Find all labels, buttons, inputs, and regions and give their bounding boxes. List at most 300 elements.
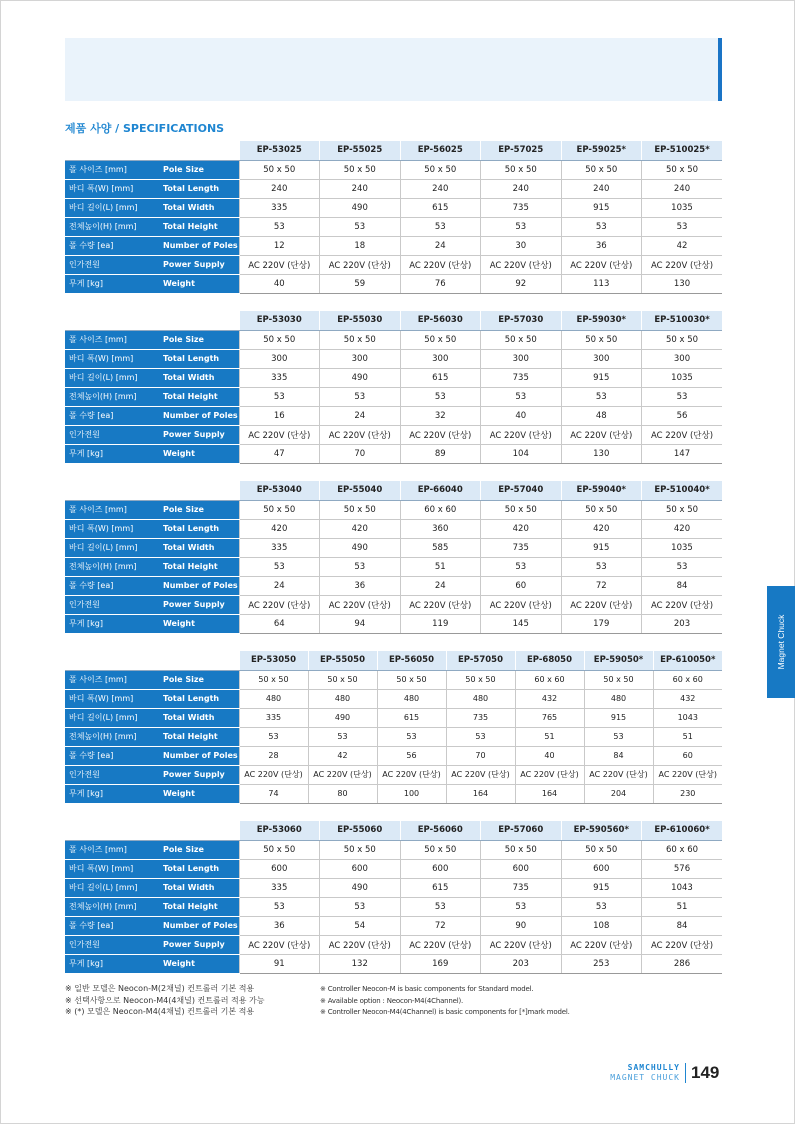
- spec-cell: 335: [239, 198, 320, 217]
- spec-cell: 53: [320, 897, 401, 916]
- row-label-korean: 바디 폭(W) [mm]: [65, 859, 161, 878]
- spec-cell: 615: [400, 368, 481, 387]
- row-label-english: Total Height: [161, 727, 239, 746]
- model-header: EP-68050: [515, 651, 584, 670]
- spec-cell: AC 220V (단상): [481, 935, 562, 954]
- table-row: [65, 576, 722, 595]
- row-label-english: Weight: [161, 274, 239, 293]
- table-row: [65, 406, 722, 425]
- row-label-english: Weight: [161, 444, 239, 463]
- spec-cell: AC 220V (단상): [561, 935, 642, 954]
- row-label-korean: 인가전원: [65, 595, 161, 614]
- spec-cell: 600: [561, 859, 642, 878]
- spec-cell: 432: [515, 689, 584, 708]
- spec-cell: 50 x 50: [561, 500, 642, 519]
- spec-table-5: [65, 821, 722, 974]
- header-banner: [65, 38, 722, 101]
- row-label-english: Total Length: [161, 519, 239, 538]
- spec-cell: AC 220V (단상): [515, 765, 584, 784]
- spec-cell: 50 x 50: [481, 330, 562, 349]
- row-label-korean: 전체높이(H) [mm]: [65, 557, 161, 576]
- spec-cell: 89: [400, 444, 481, 463]
- spec-cell: 50 x 50: [400, 330, 481, 349]
- spec-cell: AC 220V (단상): [239, 425, 320, 444]
- spec-cell: 32: [400, 406, 481, 425]
- spec-table-3: [65, 481, 722, 634]
- table-row: [65, 557, 722, 576]
- row-label-korean: 바디 길이(L) [mm]: [65, 878, 161, 897]
- row-label-english: Power Supply: [161, 425, 239, 444]
- spec-cell: 169: [400, 954, 481, 973]
- spec-cell: 84: [584, 746, 653, 765]
- spec-cell: 48: [561, 406, 642, 425]
- header-blank-cell: [65, 311, 239, 330]
- row-label-korean: 바디 길이(L) [mm]: [65, 538, 161, 557]
- row-label-english: Power Supply: [161, 765, 239, 784]
- spec-cell: 735: [481, 878, 562, 897]
- row-label-korean: 폴 사이즈 [mm]: [65, 330, 161, 349]
- spec-cell: 286: [642, 954, 723, 973]
- row-label-english: Total Height: [161, 387, 239, 406]
- table-row: [65, 670, 722, 689]
- model-header: EP-59030*: [561, 311, 642, 330]
- section-title: 제품 사양 / SPECIFICATIONS: [65, 122, 225, 135]
- spec-cell: 54: [320, 916, 401, 935]
- table-row: [65, 538, 722, 557]
- spec-cell: 735: [481, 368, 562, 387]
- spec-cell: 24: [320, 406, 401, 425]
- table-row: [65, 198, 722, 217]
- row-label-korean: 폴 사이즈 [mm]: [65, 500, 161, 519]
- header-blank-cell: [65, 141, 239, 160]
- row-label-english: Total Height: [161, 897, 239, 916]
- table-row: [65, 765, 722, 784]
- spec-cell: 113: [561, 274, 642, 293]
- table-row: [65, 689, 722, 708]
- spec-cell: 420: [642, 519, 723, 538]
- row-label-korean: 폴 수량 [ea]: [65, 746, 161, 765]
- spec-cell: 53: [239, 217, 320, 236]
- spec-cell: 1035: [642, 198, 723, 217]
- spec-cell: AC 220V (단상): [561, 255, 642, 274]
- spec-cell: 24: [400, 236, 481, 255]
- spec-cell: 360: [400, 519, 481, 538]
- spec-cell: 80: [308, 784, 377, 803]
- header-blank-cell: [65, 481, 239, 500]
- spec-cell: 600: [239, 859, 320, 878]
- row-label-english: Pole Size: [161, 840, 239, 859]
- spec-cell: 735: [481, 538, 562, 557]
- row-label-korean: 폴 수량 [ea]: [65, 576, 161, 595]
- spec-cell: 50 x 50: [239, 160, 320, 179]
- spec-cell: 600: [400, 859, 481, 878]
- spec-cell: 40: [515, 746, 584, 765]
- spec-cell: 40: [239, 274, 320, 293]
- spec-table-4: [65, 651, 722, 804]
- spec-cell: 53: [481, 897, 562, 916]
- table-row: [65, 368, 722, 387]
- table-row: [65, 236, 722, 255]
- note-ko-1: ※ 일반 모델은 Neocon-M(2채널) 컨트롤러 기본 적용: [65, 984, 255, 993]
- spec-cell: 240: [642, 179, 723, 198]
- model-header: EP-59040*: [561, 481, 642, 500]
- spec-cell: 51: [515, 727, 584, 746]
- spec-cell: 335: [239, 708, 308, 727]
- spec-cell: 53: [561, 387, 642, 406]
- row-label-english: Weight: [161, 784, 239, 803]
- model-header: EP-56030: [400, 311, 481, 330]
- row-label-english: Pole Size: [161, 670, 239, 689]
- spec-table-2: [65, 311, 722, 464]
- row-label-korean: 인가전원: [65, 765, 161, 784]
- spec-cell: 92: [481, 274, 562, 293]
- table-row: [65, 614, 722, 633]
- brand-line-2: MAGNET CHUCK: [610, 1072, 680, 1082]
- model-header: EP-590560*: [561, 821, 642, 840]
- spec-cell: AC 220V (단상): [481, 255, 562, 274]
- row-label-english: Total Length: [161, 689, 239, 708]
- spec-cell: 50 x 50: [481, 160, 562, 179]
- spec-cell: 51: [653, 727, 722, 746]
- spec-cell: 53: [561, 557, 642, 576]
- note-en-3: ※ Controller Neocon-M4(4Channel) is basic components for [*]mark model.: [320, 1008, 570, 1016]
- model-header: EP-57030: [481, 311, 562, 330]
- spec-cell: 204: [584, 784, 653, 803]
- spec-cell: 230: [653, 784, 722, 803]
- table-row: [65, 274, 722, 293]
- model-header: EP-510040*: [642, 481, 723, 500]
- spec-cell: 179: [561, 614, 642, 633]
- spec-cell: 119: [400, 614, 481, 633]
- notes-korean: [65, 983, 264, 1018]
- spec-cell: 42: [642, 236, 723, 255]
- spec-cell: AC 220V (단상): [400, 425, 481, 444]
- spec-cell: 130: [561, 444, 642, 463]
- model-header: EP-55050: [308, 651, 377, 670]
- side-tab-magnet-chuck[interactable]: [767, 586, 795, 698]
- spec-cell: 60 x 60: [515, 670, 584, 689]
- model-header: EP-53060: [239, 821, 320, 840]
- row-label-korean: 인가전원: [65, 255, 161, 274]
- spec-cell: 36: [561, 236, 642, 255]
- row-label-english: Number of Poles: [161, 406, 239, 425]
- spec-cell: 300: [320, 349, 401, 368]
- spec-cell: 53: [400, 897, 481, 916]
- model-header: EP-57050: [446, 651, 515, 670]
- row-label-korean: 무게 [kg]: [65, 954, 161, 973]
- table-row: [65, 500, 722, 519]
- spec-cell: 60 x 60: [400, 500, 481, 519]
- table-row: [65, 746, 722, 765]
- table-row: [65, 349, 722, 368]
- table-header-row: [65, 481, 722, 500]
- model-header: EP-57025: [481, 141, 562, 160]
- spec-cell: 50 x 50: [308, 670, 377, 689]
- spec-cell: 50 x 50: [584, 670, 653, 689]
- row-label-korean: 폴 사이즈 [mm]: [65, 670, 161, 689]
- spec-cell: AC 220V (단상): [320, 935, 401, 954]
- spec-cell: 240: [400, 179, 481, 198]
- header-blank-cell: [65, 651, 239, 670]
- spec-cell: AC 220V (단상): [239, 595, 320, 614]
- spec-cell: 40: [481, 406, 562, 425]
- spec-cell: 74: [239, 784, 308, 803]
- spec-cell: 56: [377, 746, 446, 765]
- spec-cell: 53: [239, 897, 320, 916]
- spec-cell: 47: [239, 444, 320, 463]
- table-row: [65, 727, 722, 746]
- spec-cell: AC 220V (단상): [400, 595, 481, 614]
- spec-cell: AC 220V (단상): [320, 425, 401, 444]
- brand-line-1: SAMCHULLY: [627, 1063, 680, 1072]
- row-label-english: Number of Poles: [161, 236, 239, 255]
- row-label-english: Total Width: [161, 708, 239, 727]
- spec-cell: 615: [400, 198, 481, 217]
- spec-cell: 240: [561, 179, 642, 198]
- spec-cell: 12: [239, 236, 320, 255]
- model-header: EP-59050*: [584, 651, 653, 670]
- spec-cell: 50 x 50: [239, 670, 308, 689]
- spec-cell: 50 x 50: [642, 160, 723, 179]
- model-header: EP-510025*: [642, 141, 723, 160]
- spec-cell: AC 220V (단상): [481, 425, 562, 444]
- spec-cell: 53: [481, 387, 562, 406]
- row-label-english: Total Width: [161, 878, 239, 897]
- row-label-korean: 바디 폭(W) [mm]: [65, 689, 161, 708]
- spec-cell: 335: [239, 368, 320, 387]
- spec-cell: 50 x 50: [377, 670, 446, 689]
- spec-cell: AC 220V (단상): [561, 595, 642, 614]
- row-label-english: Total Width: [161, 368, 239, 387]
- spec-cell: 84: [642, 916, 723, 935]
- spec-cell: 24: [400, 576, 481, 595]
- spec-cell: 480: [239, 689, 308, 708]
- spec-cell: 600: [481, 859, 562, 878]
- row-label-english: Total Width: [161, 538, 239, 557]
- spec-cell: 50 x 50: [239, 330, 320, 349]
- model-header: EP-53025: [239, 141, 320, 160]
- spec-cell: 50 x 50: [239, 840, 320, 859]
- row-label-korean: 전체높이(H) [mm]: [65, 217, 161, 236]
- spec-cell: 51: [400, 557, 481, 576]
- spec-cell: 915: [561, 368, 642, 387]
- table-row: [65, 859, 722, 878]
- spec-cell: 28: [239, 746, 308, 765]
- table-row: [65, 840, 722, 859]
- spec-cell: 70: [446, 746, 515, 765]
- spec-cell: 50 x 50: [400, 840, 481, 859]
- spec-cell: 50 x 50: [400, 160, 481, 179]
- spec-cell: 60 x 60: [642, 840, 723, 859]
- model-header: EP-53040: [239, 481, 320, 500]
- spec-cell: 203: [481, 954, 562, 973]
- page-number: 149: [691, 1063, 720, 1082]
- spec-cell: AC 220V (단상): [481, 595, 562, 614]
- spec-cell: 94: [320, 614, 401, 633]
- spec-cell: AC 220V (단상): [584, 765, 653, 784]
- spec-cell: 60: [653, 746, 722, 765]
- row-label-english: Weight: [161, 614, 239, 633]
- spec-cell: 53: [239, 557, 320, 576]
- spec-cell: 50 x 50: [320, 160, 401, 179]
- row-label-english: Pole Size: [161, 500, 239, 519]
- spec-cell: 130: [642, 274, 723, 293]
- spec-cell: AC 220V (단상): [653, 765, 722, 784]
- note-en-1: ※ Controller Neocon-M is basic components for Standard model.: [320, 985, 534, 993]
- spec-cell: 576: [642, 859, 723, 878]
- row-label-korean: 무게 [kg]: [65, 274, 161, 293]
- row-label-korean: 무게 [kg]: [65, 614, 161, 633]
- table-row: [65, 425, 722, 444]
- spec-cell: 490: [320, 368, 401, 387]
- spec-cell: 53: [561, 897, 642, 916]
- spec-cell: 735: [446, 708, 515, 727]
- spec-cell: 240: [239, 179, 320, 198]
- row-label-english: Power Supply: [161, 595, 239, 614]
- spec-cell: 50 x 50: [561, 840, 642, 859]
- spec-cell: AC 220V (단상): [446, 765, 515, 784]
- spec-cell: 300: [561, 349, 642, 368]
- model-header: EP-53050: [239, 651, 308, 670]
- model-header: EP-610050*: [653, 651, 722, 670]
- row-label-korean: 폴 수량 [ea]: [65, 236, 161, 255]
- row-label-korean: 인가전원: [65, 425, 161, 444]
- spec-cell: AC 220V (단상): [400, 255, 481, 274]
- spec-cell: 300: [239, 349, 320, 368]
- table-header-row: [65, 311, 722, 330]
- spec-cell: 1043: [653, 708, 722, 727]
- spec-cell: 50 x 50: [481, 840, 562, 859]
- row-label-english: Number of Poles: [161, 746, 239, 765]
- table-row: [65, 255, 722, 274]
- row-label-korean: 전체높이(H) [mm]: [65, 727, 161, 746]
- notes-english: [320, 984, 570, 1019]
- table-row: [65, 160, 722, 179]
- spec-cell: 50 x 50: [481, 500, 562, 519]
- spec-cell: 615: [400, 878, 481, 897]
- spec-cell: 480: [584, 689, 653, 708]
- row-label-korean: 전체높이(H) [mm]: [65, 387, 161, 406]
- spec-cell: 53: [320, 217, 401, 236]
- spec-cell: 53: [642, 387, 723, 406]
- spec-cell: 76: [400, 274, 481, 293]
- model-header: EP-57060: [481, 821, 562, 840]
- spec-cell: 91: [239, 954, 320, 973]
- row-label-english: Weight: [161, 954, 239, 973]
- table-row: [65, 878, 722, 897]
- spec-cell: 585: [400, 538, 481, 557]
- model-header: EP-56060: [400, 821, 481, 840]
- spec-cell: 300: [400, 349, 481, 368]
- spec-cell: 60 x 60: [653, 670, 722, 689]
- model-header: EP-53030: [239, 311, 320, 330]
- row-label-english: Pole Size: [161, 330, 239, 349]
- spec-cell: 147: [642, 444, 723, 463]
- spec-cell: 50 x 50: [320, 500, 401, 519]
- note-ko-2: ※ 선택사항으로 Neocon-M4(4채널) 컨트롤러 적용 가능: [65, 995, 265, 1005]
- spec-cell: 53: [320, 387, 401, 406]
- table-row: [65, 784, 722, 803]
- model-header: EP-55025: [320, 141, 401, 160]
- row-label-korean: 폴 수량 [ea]: [65, 916, 161, 935]
- spec-cell: AC 220V (단상): [377, 765, 446, 784]
- table-row: [65, 519, 722, 538]
- spec-cell: 50 x 50: [446, 670, 515, 689]
- spec-cell: 53: [239, 387, 320, 406]
- model-header: EP-510030*: [642, 311, 723, 330]
- table-row: [65, 595, 722, 614]
- model-header: EP-55040: [320, 481, 401, 500]
- spec-cell: 53: [561, 217, 642, 236]
- spec-cell: 490: [320, 538, 401, 557]
- spec-cell: 420: [239, 519, 320, 538]
- spec-cell: AC 220V (단상): [561, 425, 642, 444]
- spec-cell: 480: [377, 689, 446, 708]
- spec-cell: 100: [377, 784, 446, 803]
- spec-cell: 50 x 50: [642, 330, 723, 349]
- spec-cell: 104: [481, 444, 562, 463]
- spec-cell: 72: [561, 576, 642, 595]
- spec-cell: 420: [561, 519, 642, 538]
- row-label-korean: 무게 [kg]: [65, 444, 161, 463]
- spec-cell: 490: [320, 198, 401, 217]
- model-header: EP-55030: [320, 311, 401, 330]
- footer-divider: [685, 1063, 686, 1083]
- spec-cell: 84: [642, 576, 723, 595]
- spec-cell: 480: [446, 689, 515, 708]
- row-label-english: Total Height: [161, 217, 239, 236]
- note-ko-3: ※ (*) 모델은 Neocon-M4(4채널) 컨트롤러 기본 적용: [65, 1007, 255, 1016]
- row-label-english: Number of Poles: [161, 576, 239, 595]
- spec-cell: AC 220V (단상): [239, 255, 320, 274]
- spec-cell: 132: [320, 954, 401, 973]
- spec-cell: 50 x 50: [642, 500, 723, 519]
- spec-cell: 164: [515, 784, 584, 803]
- spec-cell: 915: [561, 878, 642, 897]
- spec-cell: 335: [239, 538, 320, 557]
- model-header: EP-56025: [400, 141, 481, 160]
- spec-cell: 36: [320, 576, 401, 595]
- spec-cell: AC 220V (단상): [642, 935, 723, 954]
- spec-cell: 50 x 50: [561, 330, 642, 349]
- spec-cell: 59: [320, 274, 401, 293]
- spec-cell: AC 220V (단상): [642, 255, 723, 274]
- header-blank-cell: [65, 821, 239, 840]
- spec-cell: 765: [515, 708, 584, 727]
- spec-cell: 420: [320, 519, 401, 538]
- spec-cell: 1035: [642, 538, 723, 557]
- spec-cell: 50 x 50: [320, 840, 401, 859]
- note-en-2: ※ Available option : Neocon-M4(4Channel).: [320, 996, 464, 1005]
- row-label-korean: 바디 길이(L) [mm]: [65, 198, 161, 217]
- spec-cell: 53: [400, 387, 481, 406]
- table-row: [65, 897, 722, 916]
- spec-cell: 50 x 50: [239, 500, 320, 519]
- row-label-korean: 바디 폭(W) [mm]: [65, 519, 161, 538]
- spec-cell: 53: [400, 217, 481, 236]
- table-row: [65, 935, 722, 954]
- spec-cell: 164: [446, 784, 515, 803]
- table-header-row: [65, 651, 722, 670]
- spec-cell: 915: [561, 198, 642, 217]
- spec-cell: 490: [308, 708, 377, 727]
- spec-cell: 50 x 50: [320, 330, 401, 349]
- row-label-english: Total Length: [161, 859, 239, 878]
- row-label-korean: 전체높이(H) [mm]: [65, 897, 161, 916]
- table-row: [65, 217, 722, 236]
- spec-cell: 90: [481, 916, 562, 935]
- model-header: EP-55060: [320, 821, 401, 840]
